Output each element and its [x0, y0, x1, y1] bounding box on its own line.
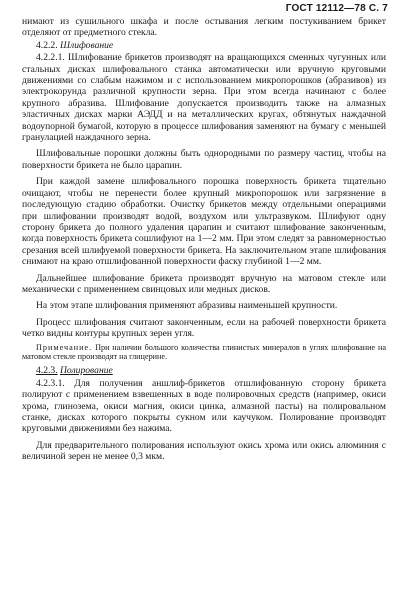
section-title: Полирование	[60, 365, 113, 377]
paragraph-powders: Шлифовальные порошки должны быть однородными по размеру частиц, чтобы на поверхности брикета не было царапин.	[22, 148, 386, 171]
paragraph-further-grinding: Дальнейшее шлифование брикета производят вручную на матовом стекле или механически с применением свинцовых или медных дисков.	[22, 272, 386, 295]
section-title: Шлифование	[60, 39, 114, 51]
section-heading-polishing	[22, 365, 386, 376]
document-body	[22, 16, 386, 463]
paragraph-continuation: нимают из сушильного шкафа и после остывания легким постукиванием брикет отделяют от предметного стекла.	[22, 16, 386, 39]
section-number: 4.2.3.	[36, 365, 58, 377]
paragraph-process-complete: Процесс шлифования считают законченным, если на рабочей поверхности брикета четко видны контуры крупных зерен угля.	[22, 316, 386, 340]
section-heading-grinding	[22, 40, 386, 51]
paragraph-4-2-3-1: 4.2.3.1. Для получения аншлиф-брикетов отшлифованную сторону брикета полируют с применением взвешенных в воде полировочных средств (например, окиси хрома, глинозема, окиси магния, окиси цинка, алмазной пасты) на полировальном станке, дисках которого покрыты сукном или каучуком. Полирование производят круговыми движениями без нажима.	[22, 377, 386, 435]
page-header: ГОСТ 12112—78 С. 7	[285, 3, 388, 14]
note-label: Примечание.	[36, 342, 93, 352]
paragraph-abrasives: На этом этапе шлифования применяют абразивы наименьшей крупности.	[36, 300, 338, 312]
note-text: При наличии большого количества глинистых минералов в углях шлифование на матовом стекле производят на глицерине.	[22, 342, 386, 361]
paragraph-preliminary-polishing: Для предварительного полирования используют окись хрома или окись алюминия с величиной зерен не менее 0,3 мкм.	[22, 439, 386, 463]
paragraph-4-2-2-1: 4.2.2.1. Шлифование брикетов производят на вращающихся сменных чугунных или стальных дисках шлифовального станка автоматически или вручную круговыми движениями со слабым нажимом и с использованием микропорошков (абразивов) из электрокорунда различной крупности зерна. При этом всегда начинают с более крупного абразива. Шлифование допускается производить также на алмазных эластичных дисках марки АЭДД и на металлических кругах, обтянутых наждачной водоупорной бумагой, которую в процессе шлифования заменяют на бумагу с меньшей гранулацией наждачного зерна.	[22, 52, 386, 144]
paragraph-cleaning: При каждой замене шлифовального порошка поверхность брикета тщательно очищают, чтобы не перенести более крупный микропорошок или загрязнение в последующую стадию обработки. Очистку брикетов между отдельными операциями при шлифовании производят водой, воздухом или ультразвуком. Шлифуют одну сторону брикета до полного удаления царапин и считают шлифование законченным, когда поверхность брикета сошлифуют на 1—2 мм. При этом следят за равномерностью срезания всей шлифуемой поверхности брикета. На заключительном этапе шлифования снимают на краю отшлифованной поверхности фаску глубиной 1—2 мм.	[22, 176, 386, 268]
note	[22, 343, 386, 362]
section-number: 4.2.2.	[36, 39, 58, 51]
